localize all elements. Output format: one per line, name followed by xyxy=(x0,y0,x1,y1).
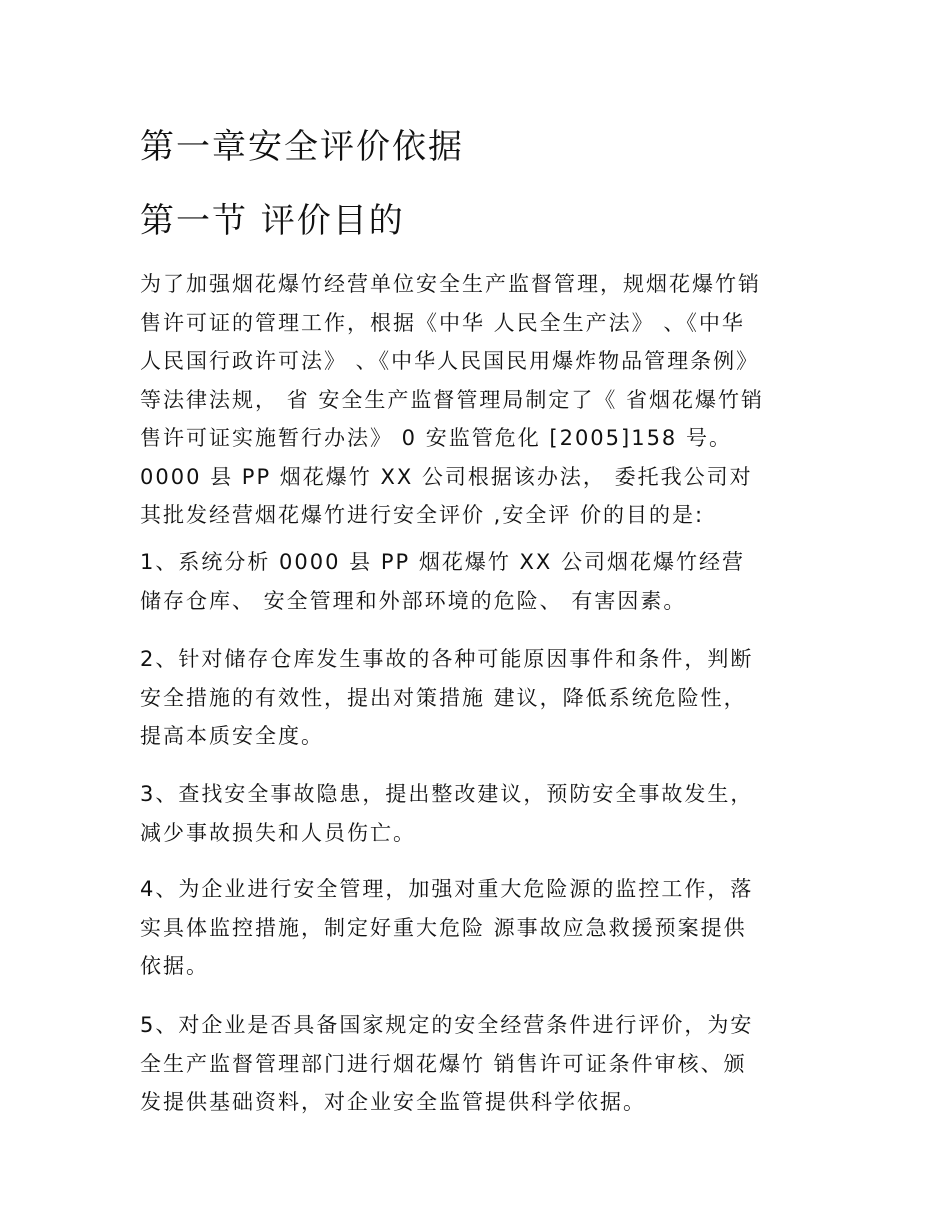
chapter-title: 第一章安全评价依据 xyxy=(140,127,464,167)
text-line: 售许可证的管理工作，根据《中华 人民全生产法》 、《中华 xyxy=(140,310,745,335)
text-line: 提高本质安全度。 xyxy=(140,724,324,748)
text-line: 发提供基础资料，对企业安全监管提供科学依据。 xyxy=(140,1090,646,1114)
text-line: 实具体监控措施，制定好重大危险 源事故应急救援预案提供 xyxy=(140,915,747,940)
text-line: 储存仓库、 安全管理和外部环境的危险、 有害因素。 xyxy=(140,588,687,613)
text-line: 人民国行政许可法》 、《中华人民国民用爆炸物品管理条例》 xyxy=(140,349,760,373)
text-line: 减少事故损失和人员伤亡。 xyxy=(140,820,416,845)
text-line: 其批发经营烟花爆竹进行安全评价 ,安全评 价的目的是: xyxy=(140,503,705,527)
text-line: 安全措施的有效性，提出对策措施 建议，降低系统危险性， xyxy=(140,685,747,710)
text-line: 1、系统分析 0000 县 PP 烟花爆竹 XX 公司烟花爆竹经营 xyxy=(140,550,745,574)
text-line: 0000 县 PP 烟花爆竹 XX 公司根据该办法， 委托我公司对 xyxy=(140,464,753,489)
document-page xyxy=(140,0,805,1230)
text-line: 2、针对储存仓库发生事故的各种可能原因事件和条件，判断 xyxy=(140,647,754,671)
text-line: 全生产监督管理部门进行烟花爆竹 销售许可证条件审核、颁 xyxy=(140,1051,747,1076)
text-line: 为了加强烟花爆竹经营单位安全生产监督管理，规烟花爆竹销 xyxy=(140,272,761,296)
list-item xyxy=(140,1006,753,1122)
section-title: 第一节 评价目的 xyxy=(140,201,405,241)
text-line: 依据。 xyxy=(140,954,209,978)
list-item xyxy=(140,640,753,756)
list-item xyxy=(140,543,745,620)
list-item xyxy=(140,775,753,852)
text-line: 5、对企业是否具备国家规定的安全经营条件进行评价，为安 xyxy=(140,1013,754,1037)
text-line: 3、查找安全事故隐患，提出整改建议，预防安全事故发生， xyxy=(140,782,754,806)
list-item xyxy=(140,870,753,986)
text-line: 4、为企业进行安全管理，加强对重大危险源的监控工作，落 xyxy=(140,877,754,901)
intro-paragraph xyxy=(140,265,764,535)
text-line: 等法律法规， 省 安全生产监督管理局制定了《 省烟花爆竹销 xyxy=(140,387,765,412)
text-line: 售许可证实施暂行办法》 0 安监管危化 [2005]158 号。 xyxy=(140,426,732,450)
